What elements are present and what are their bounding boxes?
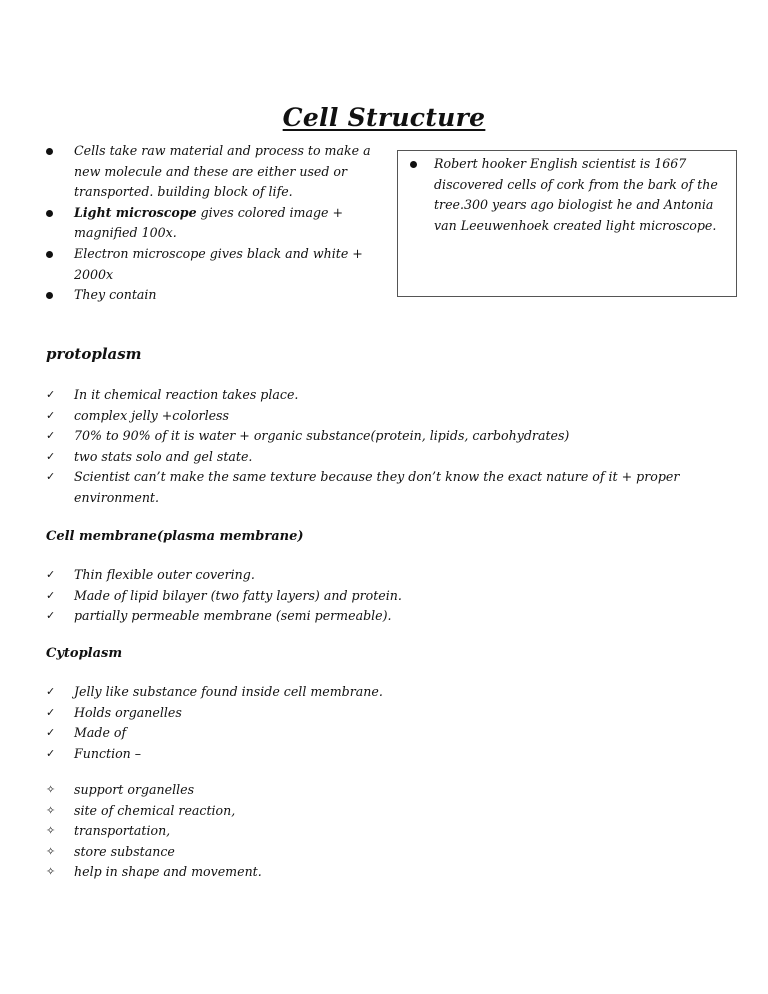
list-item-text: two stats solo and gel state. bbox=[74, 448, 253, 464]
check-icon: ✓ bbox=[46, 726, 56, 740]
list-item-text: Function – bbox=[74, 745, 142, 761]
bullet-text: They contain bbox=[74, 287, 157, 303]
section-heading-cell-membrane: Cell membrane(plasma membrane) bbox=[46, 529, 304, 544]
list-item-text: Thin flexible outer covering. bbox=[74, 567, 255, 582]
list-item-text: In it chemical reaction takes place. bbox=[74, 387, 299, 402]
list-item-text: Jelly like substance found inside cell membrane. bbox=[74, 684, 383, 699]
list-item bbox=[46, 565, 736, 586]
list-item bbox=[46, 406, 736, 427]
list-item bbox=[46, 744, 736, 765]
check-icon: ✓ bbox=[46, 609, 56, 623]
list-item-text: site of chemical reaction, bbox=[74, 802, 236, 818]
section-heading-cytoplasm: Cytoplasm bbox=[46, 646, 123, 661]
list-item bbox=[46, 801, 736, 822]
cytoplasm-list bbox=[46, 682, 736, 764]
check-icon: ✓ bbox=[46, 470, 56, 484]
list-item bbox=[46, 467, 736, 508]
history-info-box bbox=[397, 150, 737, 297]
list-item-text: complex jelly +colorless bbox=[74, 407, 229, 423]
star-bullet-icon: ✧ bbox=[46, 783, 56, 796]
list-item-text: Made of bbox=[74, 725, 127, 741]
list-item bbox=[46, 842, 736, 863]
cell-membrane-list bbox=[46, 565, 736, 627]
list-item-text: help in shape and movement. bbox=[74, 864, 262, 880]
info-box-text: Robert hooker English scientist is 1667 discovered cells of cork from the bark of the tree.300 years ago biologist he and Antonia van Leeuwenhoek created light microscope. bbox=[434, 156, 718, 233]
check-icon: ✓ bbox=[46, 588, 56, 602]
list-item bbox=[46, 447, 736, 468]
list-item-text: 70% to 90% of it is water + organic substance(protein, lipids, carbohydrates) bbox=[74, 428, 570, 444]
bullet-dot-icon bbox=[46, 210, 53, 217]
star-bullet-icon: ✧ bbox=[46, 844, 56, 858]
check-icon: ✓ bbox=[46, 746, 56, 760]
list-item bbox=[46, 385, 736, 406]
page-title: Cell Structure bbox=[282, 102, 486, 132]
list-item-text: Holds organelles bbox=[74, 704, 182, 720]
list-item-text: store substance bbox=[74, 843, 175, 859]
star-bullet-icon: ✧ bbox=[46, 803, 56, 817]
bullet-dot-icon bbox=[410, 161, 417, 168]
star-bullet-icon: ✧ bbox=[46, 824, 56, 838]
bullet-text: Cells take raw material and process to make a new molecule and these are either used or transported. building block of life. bbox=[74, 143, 371, 200]
bullet-dot-icon bbox=[46, 292, 53, 299]
check-icon: ✓ bbox=[46, 568, 56, 581]
list-item-text: Scientist can’t make the same texture because they don’t know the exact nature of it + proper environment. bbox=[74, 469, 680, 505]
list-item bbox=[46, 780, 736, 801]
list-item bbox=[46, 821, 736, 842]
star-bullet-icon: ✧ bbox=[46, 865, 56, 879]
list-item-text: support organelles bbox=[74, 782, 195, 797]
intro-bullet-item bbox=[44, 285, 380, 306]
list-item-text: transportation, bbox=[74, 823, 171, 839]
list-item bbox=[46, 862, 736, 883]
list-item bbox=[46, 606, 736, 627]
bullet-text: Electron microscope gives black and white + 2000x bbox=[74, 245, 363, 282]
list-item bbox=[46, 723, 736, 744]
intro-bullet-list bbox=[44, 141, 380, 306]
check-icon: ✓ bbox=[46, 408, 56, 422]
intro-bullet-item bbox=[44, 203, 380, 244]
intro-bullet-item bbox=[44, 244, 380, 285]
check-icon: ✓ bbox=[46, 705, 56, 719]
list-item bbox=[46, 682, 736, 703]
list-item-text: Made of lipid bilayer (two fatty layers) and protein. bbox=[74, 587, 402, 603]
list-item bbox=[46, 426, 736, 447]
list-item-text: partially permeable membrane (semi permeable). bbox=[74, 608, 392, 624]
bullet-text: gives colored image + magnified 100x. bbox=[74, 204, 344, 241]
section-heading-protoplasm: protoplasm bbox=[46, 345, 142, 363]
intro-bullet-item bbox=[44, 141, 380, 203]
list-item bbox=[46, 586, 736, 607]
cytoplasm-functions-list bbox=[46, 780, 736, 883]
bullet-dot-icon bbox=[46, 251, 53, 258]
bullet-dot-icon bbox=[46, 148, 53, 155]
info-box-item bbox=[406, 154, 728, 236]
check-icon: ✓ bbox=[46, 388, 56, 401]
bold-term: Light microscope bbox=[74, 204, 197, 220]
protoplasm-list bbox=[46, 385, 736, 509]
list-item bbox=[46, 703, 736, 724]
check-icon: ✓ bbox=[46, 685, 56, 698]
check-icon: ✓ bbox=[46, 429, 56, 443]
check-icon: ✓ bbox=[46, 449, 56, 463]
